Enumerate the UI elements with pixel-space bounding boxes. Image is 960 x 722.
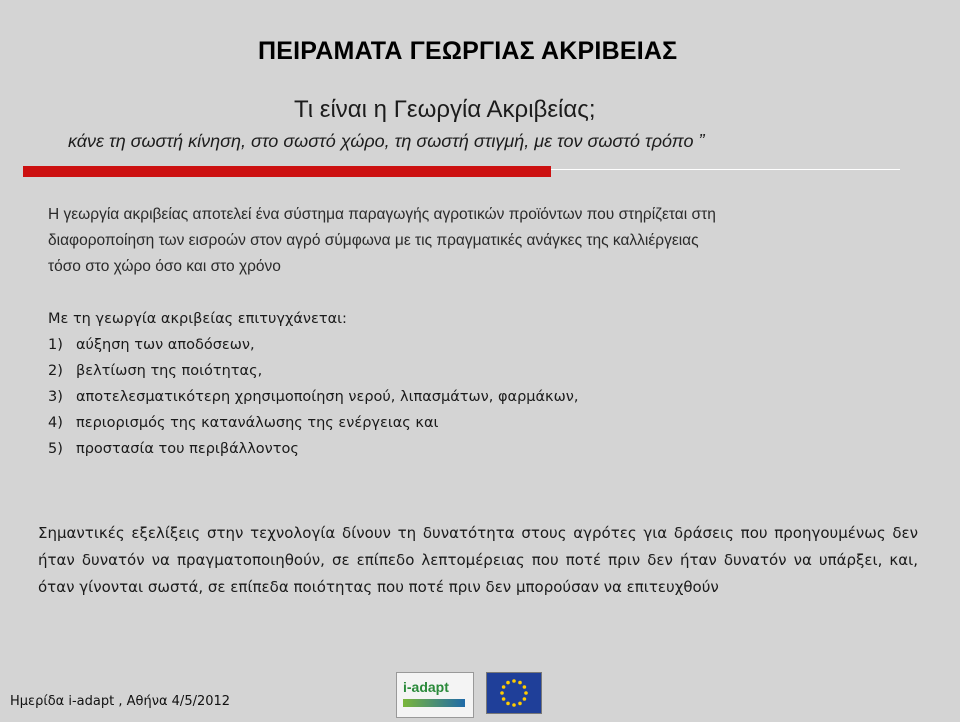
definition-line: Η γεωργία ακριβείας αποτελεί ένα σύστημα παραγωγής αγροτικών προϊόντων που στηρίζεται στη — [48, 206, 716, 223]
list-text: αύξηση των αποδόσεων, — [76, 337, 255, 353]
page-title: ΠΕΙΡΑΜΑΤΑ ΓΕΩΡΓΙΑΣ ΑΚΡΙΒΕΙΑΣ — [258, 37, 678, 65]
divider-accent-bar — [23, 166, 551, 177]
header-divider — [23, 166, 900, 178]
list-text: προστασία του περιβάλλοντος — [76, 441, 299, 457]
list-item — [48, 410, 908, 436]
list-item — [48, 358, 908, 384]
list-text: βελτίωση της ποιότητας, — [76, 363, 263, 379]
developments-paragraph: Σημαντικές εξελίξεις στην τεχνολογία δίνουν τη δυνατότητα στους αγρότες για δράσεις που προηγουμένως δεν ήταν δυνατόν να πραγματοποιηθούν, σε επίπεδο λεπτομέρειας που ποτέ πριν δεν ήταν δυνατόν να υπάρξει, και, όταν γίνονται σωστά, σε επίπεδα ποιότητας που ποτέ πριν δεν μπορούσαν να επιτευχθούν — [38, 524, 918, 596]
list-number: 4) — [48, 415, 63, 431]
list-item — [48, 332, 908, 358]
list-number: 1) — [48, 337, 63, 353]
eu-flag-icon — [486, 672, 542, 714]
i-adapt-logo — [396, 672, 474, 718]
i-adapt-logo-text: i-adapt — [403, 679, 449, 695]
list-number: 5) — [48, 441, 63, 457]
list-text: περιορισμός της κατανάλωσης της ενέργειας και — [76, 415, 439, 431]
list-number: 2) — [48, 363, 63, 379]
footer-event-text: Ημερίδα i-adapt , Αθήνα 4/5/2012 — [10, 694, 231, 709]
page-subtitle: Τι είναι η Γεωργία Ακριβείας; — [294, 96, 596, 123]
logo-stripe — [403, 699, 465, 707]
list-text: αποτελεσματικότερη χρησιμοποίηση νερού, λιπασμάτων, φαρμάκων, — [76, 389, 579, 405]
tagline: κάνε τη σωστή κίνηση, στο σωστό χώρο, τη σωστή στιγμή, με τον σωστό τρόπο ” — [68, 131, 705, 151]
definition-paragraph — [48, 202, 908, 280]
benefits-list — [48, 306, 908, 462]
definition-line: διαφοροποίηση των εισροών στον αγρό σύμφωνα με τις πραγματικές ανάγκες της καλλιέργειας — [48, 232, 699, 249]
benefits-intro: Με τη γεωργία ακριβείας επιτυγχάνεται: — [48, 311, 347, 327]
list-item — [48, 384, 908, 410]
list-item — [48, 436, 908, 462]
eu-stars-icon — [487, 673, 541, 713]
list-number: 3) — [48, 389, 63, 405]
definition-line: τόσο στο χώρο όσο και στο χρόνο — [48, 258, 281, 275]
